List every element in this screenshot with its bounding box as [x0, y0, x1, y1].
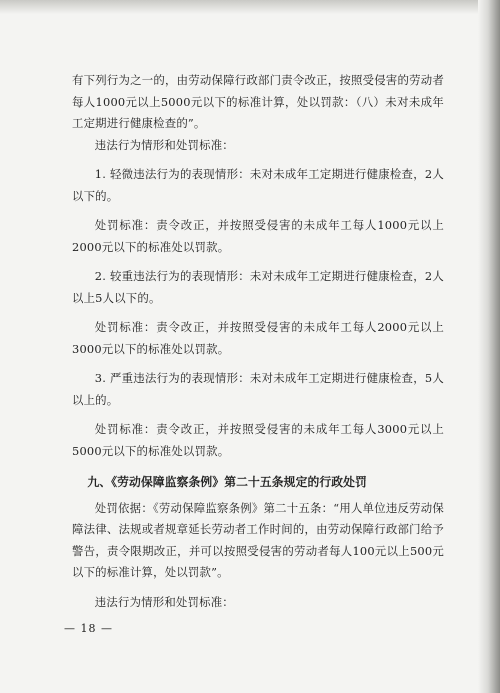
page-number: — 18 —	[64, 622, 113, 635]
paragraph-minor-penalty: 处罚标准：责令改正，并按照受侵害的未成年工每人1000元以上2000元以下的标准处以罚款。	[72, 218, 444, 254]
paragraph-severe-violation: 3. 严重违法行为的表现情形：未对未成年工定期进行健康检查，5人以上的。	[72, 371, 444, 407]
paragraph-minor-violation: 1. 轻微违法行为的表现情形：未对未成年工定期进行健康检查，2人以下的。	[72, 167, 444, 203]
document-body	[72, 70, 444, 613]
paragraph-moderate-penalty: 处罚标准：责令改正，并按照受侵害的未成年工每人2000元以上3000元以下的标准处以罚款。	[72, 320, 444, 356]
paragraph-moderate-violation: 2. 较重违法行为的表现情形：未对未成年工定期进行健康检查，2人以上5人以下的。	[72, 269, 444, 305]
paragraph-severe-penalty: 处罚标准：责令改正，并按照受侵害的未成年工每人3000元以上5000元以下的标准处以罚款。	[72, 422, 444, 458]
scan-shadow-right	[478, 0, 500, 693]
paragraph-violation-intro-2: 违法行为情形和处罚标准：	[94, 594, 234, 609]
scan-shadow-top	[0, 0, 500, 14]
section-heading: 九、《劳动保障监察条例》第二十五条规定的行政处罚	[87, 475, 367, 489]
paragraph-legal-basis: 处罚依据：《劳动保障监察条例》第二十五条：“用人单位违反劳动保障法律、法规或者规章延长劳动者工作时间的，由劳动保障行政部门给予警告，责令限期改正，并可以按照受侵害的劳动者每人100元以上500元以下的标准计算，处以罚款”。	[72, 500, 444, 579]
paragraph-continuation: 有下列行为之一的，由劳动保障行政部门责令改正，按照受侵害的劳动者每人1000元以上5000元以下的标准计算，处以罚款：（八）未对未成年工定期进行健康检查的”。	[72, 73, 444, 130]
paragraph-violation-intro: 违法行为情形和处罚标准：	[94, 137, 234, 152]
